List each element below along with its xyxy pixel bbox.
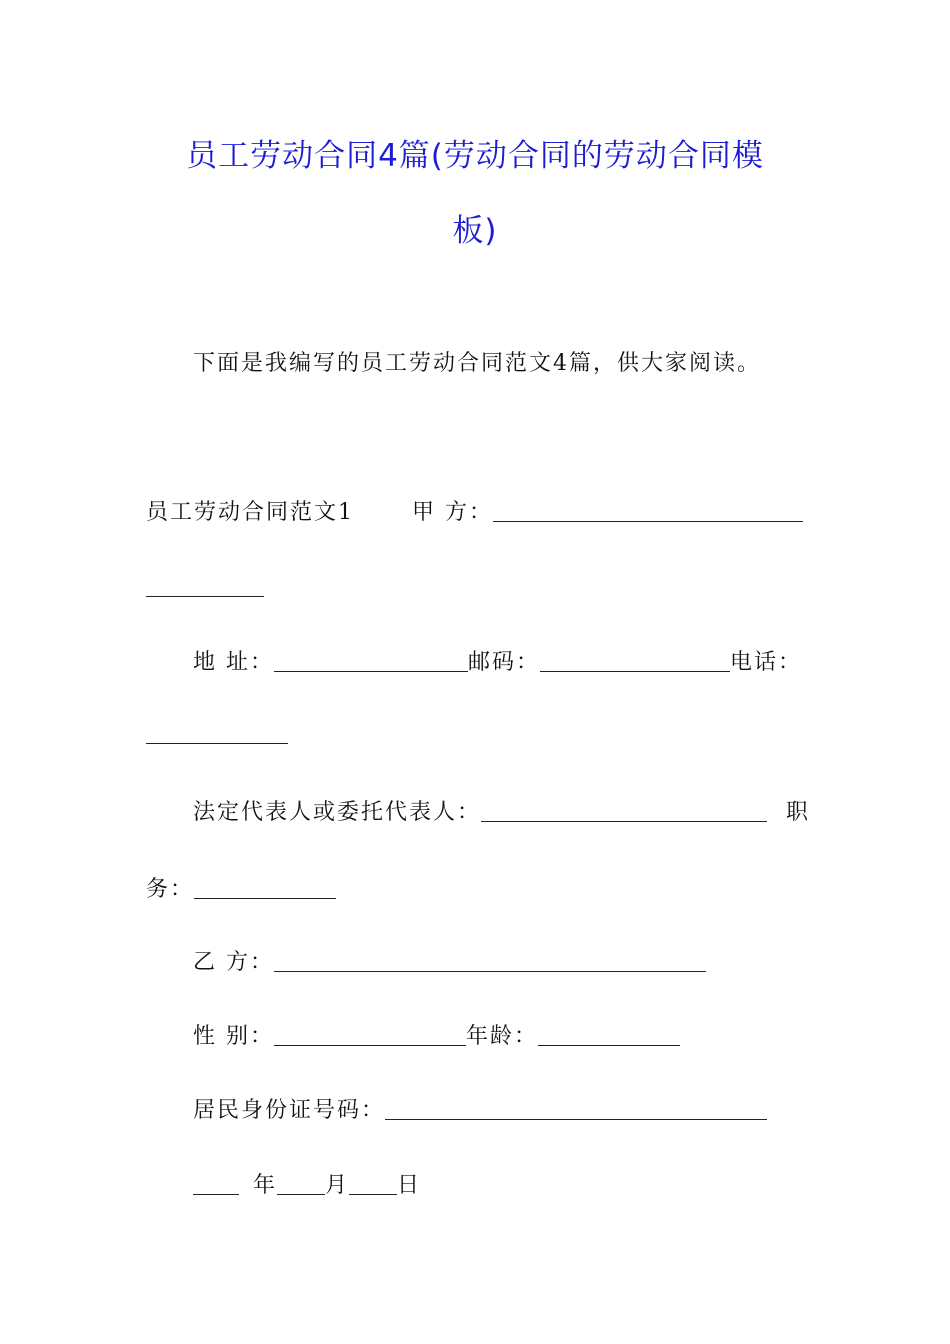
position-blank[interactable] [194,878,336,899]
representative-row [193,795,767,826]
address-row [193,645,802,676]
party-a-row [412,495,803,526]
address-label: 地 址： [193,650,274,675]
year-blank[interactable] [193,1174,239,1195]
position-row [146,872,336,903]
representative-blank[interactable] [481,801,767,822]
representative-label: 法定代表人或委托代表人： [193,800,482,825]
month-label: 月 [325,1173,350,1198]
date-row [193,1168,421,1199]
gender-label: 性 别： [193,1024,274,1049]
document-title-line-2: 板) [452,213,498,249]
position-label-start: 职 [786,800,811,825]
address-blank[interactable] [274,651,468,672]
party-b-blank[interactable] [274,951,706,972]
contract-heading-row [146,495,354,526]
id-number-blank[interactable] [385,1099,767,1120]
party-a-blank[interactable] [493,501,803,522]
phone-blank[interactable] [146,723,288,744]
gender-blank[interactable] [274,1025,466,1046]
party-b-row [193,945,706,976]
id-number-row [193,1093,767,1124]
id-number-label: 居民身份证号码： [193,1098,386,1123]
year-label: 年 [253,1173,278,1198]
postcode-blank[interactable] [540,651,730,672]
day-label: 日 [397,1173,422,1198]
position-label: 务： [146,877,195,902]
postcode-label: 邮码： [468,650,541,675]
party-a-continuation [146,575,264,600]
day-blank[interactable] [349,1174,397,1195]
contract-heading: 员工劳动合同范文1 [146,500,354,525]
month-blank[interactable] [277,1174,325,1195]
age-label: 年龄： [466,1024,539,1049]
party-a-blank-continued[interactable] [146,576,264,597]
phone-continuation [146,722,288,747]
party-a-label: 甲 方： [412,500,493,525]
age-blank[interactable] [538,1025,680,1046]
gender-age-row [193,1019,680,1050]
party-b-label: 乙 方： [193,950,274,975]
intro-paragraph: 下面是我编写的员工劳动合同范文4篇，供大家阅读。 [193,351,761,376]
phone-label: 电话： [730,650,803,675]
document-title-line-1: 员工劳动合同4篇(劳动合同的劳动合同模 [186,138,764,174]
